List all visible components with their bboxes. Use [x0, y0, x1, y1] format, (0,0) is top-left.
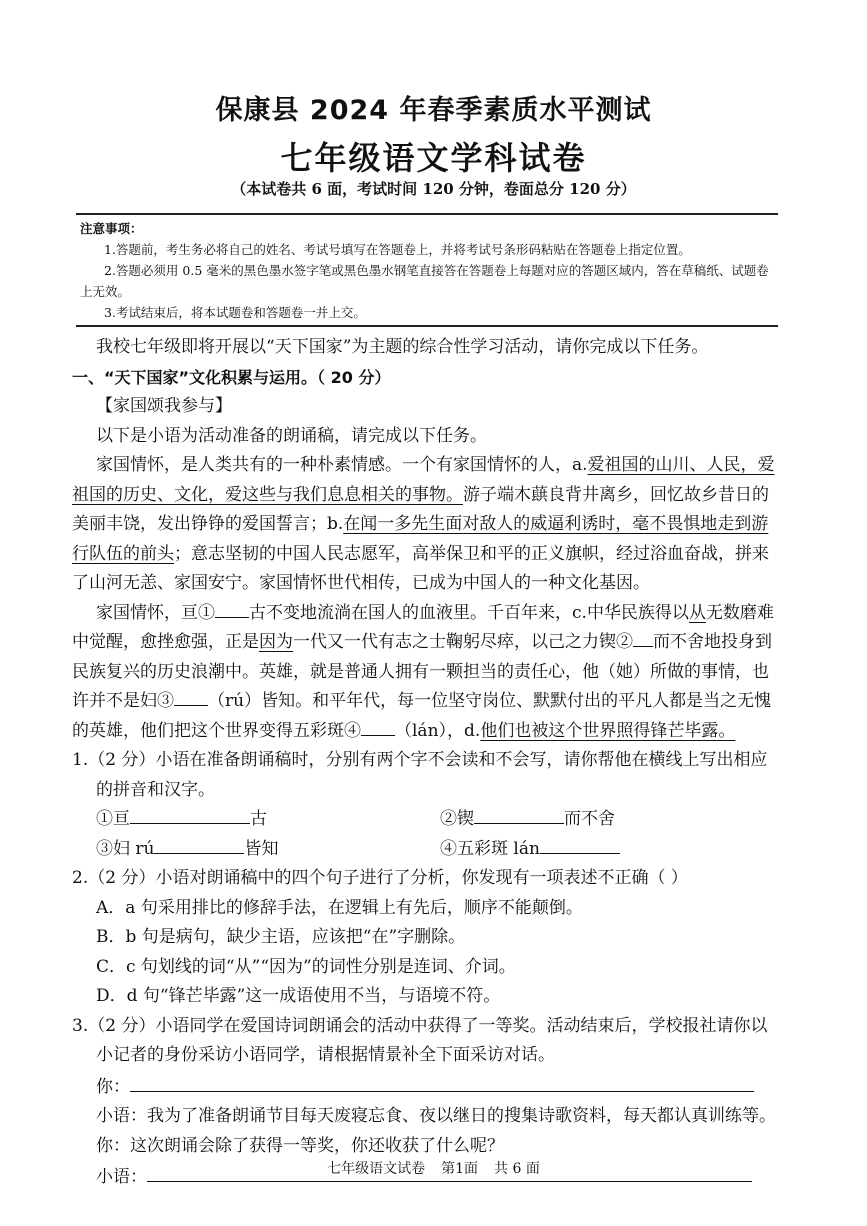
- notice-item: 3.考试结束后，将本试题卷和答题卷一并上交。: [104, 305, 366, 320]
- blank-3: [174, 687, 208, 706]
- footer-total: 共 6 面: [494, 1161, 540, 1177]
- divider-bottom: [76, 325, 778, 327]
- q2-option-d: D．d 句“锋芒毕露”这一成语使用不当，与语境不符。: [96, 986, 501, 1006]
- footer-exam-name: 七年级语文试卷: [327, 1161, 426, 1177]
- lead-text: 以下是小语为活动准备的朗诵稿，请完成以下任务。: [96, 425, 487, 446]
- q2-option-a: A．a 句采用排比的修辞手法，在逻辑上有先后，顺序不能颠倒。: [96, 897, 583, 918]
- word-cong: 从: [688, 602, 706, 623]
- footer-page: 第1面: [441, 1161, 479, 1177]
- q1-row-1: ①亘 古 ②锲 而不舍: [72, 805, 784, 835]
- intro-text: 我校七年级即将开展以“天下国家”为主题的综合性学习活动，请你完成以下任务。: [96, 337, 709, 357]
- subsection-head: 【家国颂我参与】: [96, 396, 232, 416]
- exam-info: （本试卷共 6 面，考试时间 120 分钟，卷面总分 120 分）: [231, 180, 636, 198]
- answer-blank[interactable]: [540, 835, 620, 854]
- q2-option-b: B．b 句是病句，缺少主语，应该把“在”字删除。: [96, 927, 466, 947]
- exam-subject-title: 七年级语文学科试卷: [280, 139, 587, 177]
- answer-blank[interactable]: [130, 805, 250, 824]
- exam-header-title: 保康县 2024 年春季素质水平测试: [215, 95, 652, 126]
- q1-row-2: ③妇 rú 皆知 ④五彩斑 lán: [72, 835, 784, 865]
- notice-block: [80, 218, 780, 323]
- sentence-d: 他们也被这个世界照得锋芒毕露。: [480, 720, 736, 741]
- page-footer: [0, 1158, 867, 1178]
- notice-head: 注意事项：: [80, 221, 143, 236]
- notice-item: 1.答题前，考生务必将自己的姓名、考试号填写在答题卷上，并将考试号条形码粘贴在答题卷上指定位置。: [104, 242, 691, 257]
- passage-paragraph-1: 家国情怀，是人类共有的一种朴素情感。一个有家国情怀的人，a.爱祖国的山川、人民，爱祖国的历史、文化，爱这些与我们息息相关的事物。游子端木蕻良背井离乡，回忆故乡昔日的美丽丰饶，发出铮铮的爱国誓言；b.在闻一多先生面对敌人的威逼利诱时，毫不畏惧地走到游行队伍的前头；意志坚韧的中国人民志愿军，高举保卫和平的正义旗帜，经过浴血奋战，拼来了山河无恙、家国安宁。家国情怀世代相传，已成为中国人的一种文化基因。: [72, 455, 775, 593]
- answer-blank[interactable]: [474, 805, 564, 824]
- blank-4: [361, 717, 395, 736]
- answer-blank[interactable]: [154, 835, 244, 854]
- question-3: 3.（2 分）小语同学在爱国诗词朗诵会的活动中获得了一等奖。活动结束后，学校报社请你以小记者的身份采访小语同学，请根据情景补全下面采访对话。: [72, 1015, 768, 1065]
- answer-line[interactable]: [130, 1071, 754, 1092]
- passage-paragraph-2: 家国情怀，亘① 古不变地流淌在国人的血液里。千百年来，c.中华民族得以从无数磨难中觉醒，愈挫愈强，正是因为一代又一代有志之士鞠躬尽瘁，以己之力锲② 而不舍地投身到民族复兴的历史浪潮中。英雄，就是普通人拥有一颗担当的责任心，他（她）所做的事情，也许并不是妇③ （rú）皆知。和平年代，每一位坚守岗位、默默付出的平凡人都是当之无愧的英雄，他们把这个世界变得五彩斑④ （lán），d.他们也被这个世界照得锋芒毕露。: [72, 599, 784, 747]
- q2-option-c: C．c 句划线的词“从”“因为”的词性分别是连词、介词。: [96, 956, 516, 977]
- sentence-a: 爱祖国的山川、人民，爱祖国的历史、文化，爱这些与我们息息相关的事物。: [72, 455, 775, 505]
- q3-you-line: 你：: [72, 1071, 784, 1103]
- q3-xiaoyu-line: 小语：: [72, 1161, 784, 1193]
- divider-top: [76, 213, 778, 215]
- section-title: 一、“天下国家”文化积累与运用。（ 20 分）: [72, 367, 391, 387]
- notice-item: 2.答题必须用 0.5 毫米的黑色墨水签字笔或黑色墨水钢笔直接答在答题卷上每题对应的答题区域内，答在草稿纸、试题卷上无效。: [80, 263, 769, 299]
- q3-xiaoyu-reply: 小语：我为了准备朗诵节目每天废寝忘食、夜以继日的搜集诗歌资料，每天都认真训练等。: [96, 1106, 776, 1126]
- blank-2: [633, 628, 653, 647]
- main-content: [72, 333, 784, 1193]
- question-1: 1.（2 分）小语在准备朗诵稿时，分别有两个字不会读和不会写，请你帮他在横线上写出相应的拼音和汉字。: [72, 750, 768, 800]
- sentence-b: 在闻一多先生面对敌人的威逼利诱时，毫不畏惧地走到游行队伍的前头: [72, 514, 769, 564]
- blank-1: [215, 599, 249, 618]
- question-2: 2.（2 分）小语对朗诵稿中的四个句子进行了分析，你发现有一项表述不正确（ ）: [72, 868, 688, 888]
- q3-you-question: 你：这次朗诵会除了获得一等奖，你还收获了什么呢？: [96, 1135, 504, 1156]
- word-yinwei: 因为: [259, 632, 293, 652]
